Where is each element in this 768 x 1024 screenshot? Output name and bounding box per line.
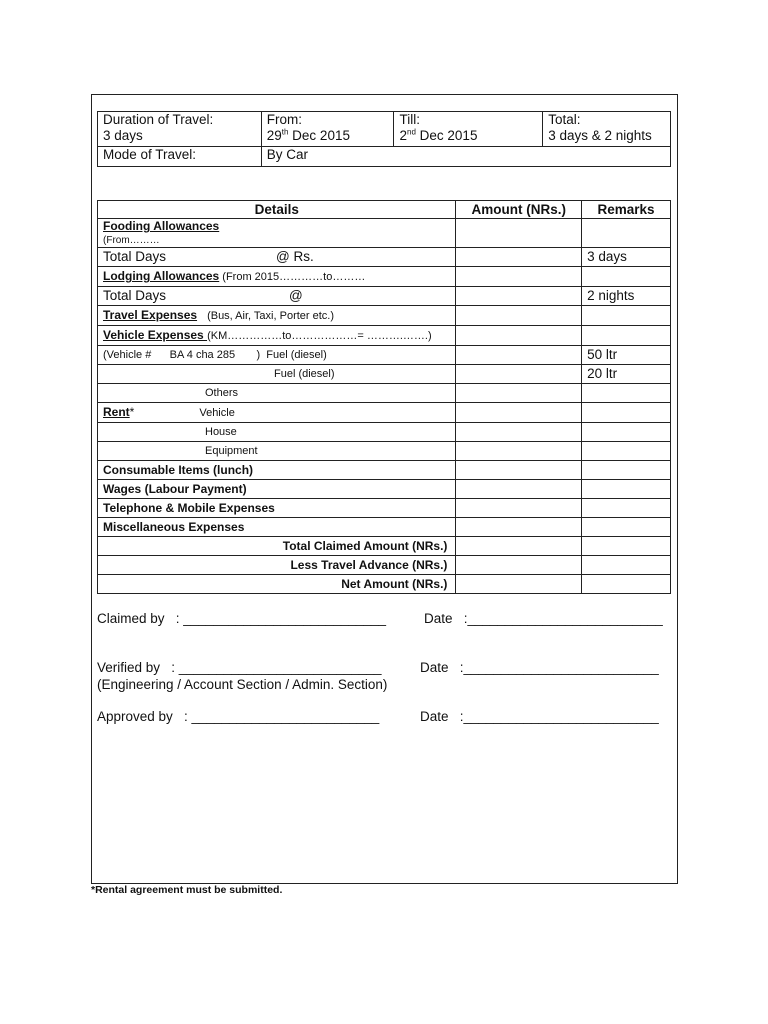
- rent-label: Rent: [103, 405, 130, 419]
- approved-by-field[interactable]: Approved by : _________________________: [97, 709, 380, 724]
- total-days-row-2: [98, 287, 456, 306]
- col-remarks: Remarks: [582, 201, 671, 219]
- amount-cell[interactable]: [456, 365, 582, 384]
- mode-label: Mode of Travel:: [98, 147, 262, 167]
- total-value: 3 days & 2 nights: [548, 128, 652, 143]
- expense-table: [97, 200, 671, 594]
- remarks-cell[interactable]: [582, 326, 671, 346]
- total-label: Total:: [548, 112, 581, 127]
- till-cell: [394, 112, 543, 147]
- from-label: From:: [266, 112, 302, 127]
- rate-label: @: [289, 288, 303, 303]
- travel-expenses-note: (Bus, Air, Taxi, Porter etc.): [207, 310, 335, 322]
- amount-cell[interactable]: [456, 267, 582, 287]
- remarks-cell[interactable]: [582, 403, 671, 423]
- net-amount-value[interactable]: [456, 575, 582, 594]
- amount-cell[interactable]: [456, 384, 582, 403]
- amount-cell[interactable]: [456, 423, 582, 442]
- col-details: Details: [98, 201, 456, 219]
- verified-date-field[interactable]: Date :__________________________: [420, 660, 659, 675]
- travel-expenses-label: Travel Expenses: [103, 308, 198, 322]
- fooding-row: [98, 219, 456, 248]
- amount-cell[interactable]: [456, 499, 582, 518]
- fooding-from: (From………: [103, 235, 160, 246]
- travel-info-table: [97, 111, 671, 167]
- fooding-label: Fooding Allowances: [103, 219, 220, 233]
- from-rest: Dec 2015: [288, 128, 350, 143]
- from-cell: [261, 112, 394, 147]
- remarks-cell[interactable]: [582, 423, 671, 442]
- till-label: Till:: [399, 112, 420, 127]
- remarks-cell[interactable]: [582, 537, 671, 556]
- duration-label: Duration of Travel:: [103, 112, 214, 127]
- verified-section-note: (Engineering / Account Section / Admin. Section): [97, 677, 388, 692]
- amount-cell[interactable]: [456, 346, 582, 365]
- fuel-diesel-2: Fuel (diesel): [98, 365, 456, 384]
- vehicle-number: (Vehicle # BA 4 cha 285 ) Fuel (diesel): [98, 346, 456, 365]
- total-days-label: Total Days: [103, 249, 167, 264]
- total-days-label: Total Days: [103, 288, 167, 303]
- consumable-items: Consumable Items (lunch): [98, 461, 456, 480]
- remarks-cell[interactable]: [582, 442, 671, 461]
- rent-star: *: [129, 405, 135, 419]
- lodging-label: Lodging Allowances: [103, 269, 220, 283]
- claimed-by-field[interactable]: Claimed by : ___________________________: [97, 611, 386, 626]
- miscellaneous-expenses: Miscellaneous Expenses: [98, 518, 456, 537]
- duration-cell: [98, 112, 262, 147]
- remarks-cell[interactable]: [582, 219, 671, 248]
- amount-cell[interactable]: [456, 480, 582, 499]
- lodging-row: [98, 267, 456, 287]
- amount-cell[interactable]: [456, 461, 582, 480]
- telephone-expenses: Telephone & Mobile Expenses: [98, 499, 456, 518]
- remarks-cell[interactable]: [582, 480, 671, 499]
- vehicle-expenses-row: [98, 326, 456, 346]
- rent-equipment: Equipment: [98, 442, 456, 461]
- less-advance-amount[interactable]: [456, 556, 582, 575]
- total-claimed-amount[interactable]: [456, 537, 582, 556]
- lodging-from: (From 2015…………to………: [219, 271, 366, 283]
- travel-expenses-row: [98, 306, 456, 326]
- from-day: 29: [266, 128, 282, 143]
- col-amount: Amount (NRs.): [456, 201, 582, 219]
- rent-vehicle: Vehicle: [199, 407, 235, 419]
- remarks-50-ltr[interactable]: 50 ltr: [582, 346, 671, 365]
- rate-label: @ Rs.: [276, 249, 314, 264]
- remarks-cell[interactable]: [582, 461, 671, 480]
- amount-cell[interactable]: [456, 518, 582, 537]
- amount-cell[interactable]: [456, 403, 582, 423]
- remarks-cell[interactable]: [582, 306, 671, 326]
- till-rest: Dec 2015: [415, 128, 478, 143]
- wages: Wages (Labour Payment): [98, 480, 456, 499]
- mode-value[interactable]: By Car: [261, 147, 670, 167]
- amount-cell[interactable]: [456, 326, 582, 346]
- duration-value: 3 days: [103, 128, 143, 143]
- vehicle-expenses-label: Vehicle Expenses: [103, 328, 208, 342]
- amount-cell[interactable]: [456, 287, 582, 306]
- amount-cell[interactable]: [456, 442, 582, 461]
- net-amount-label: Net Amount (NRs.): [98, 575, 456, 594]
- total-days-row-1: [98, 248, 456, 267]
- remarks-cell[interactable]: [582, 267, 671, 287]
- remarks-cell[interactable]: [582, 556, 671, 575]
- till-sup: nd: [407, 127, 416, 137]
- approved-date-field[interactable]: Date :__________________________: [420, 709, 659, 724]
- less-advance-label: Less Travel Advance (NRs.): [98, 556, 456, 575]
- rent-house: House: [98, 423, 456, 442]
- till-day: 2: [399, 128, 407, 143]
- remarks-cell[interactable]: [582, 575, 671, 594]
- remarks-20-ltr[interactable]: 20 ltr: [582, 365, 671, 384]
- amount-cell[interactable]: [456, 248, 582, 267]
- rental-footnote: *Rental agreement must be submitted.: [91, 884, 283, 896]
- remarks-cell[interactable]: [582, 518, 671, 537]
- from-sup: th: [281, 127, 289, 137]
- total-claimed-label: Total Claimed Amount (NRs.): [98, 537, 456, 556]
- remarks-2-nights[interactable]: 2 nights: [582, 287, 671, 306]
- verified-by-field[interactable]: Verified by : ___________________________: [97, 660, 382, 675]
- remarks-3-days[interactable]: 3 days: [582, 248, 671, 267]
- amount-cell[interactable]: [456, 306, 582, 326]
- rent-vehicle-row: [98, 403, 456, 423]
- total-cell: [543, 112, 671, 147]
- remarks-cell[interactable]: [582, 384, 671, 403]
- others-label: Others: [98, 384, 456, 403]
- amount-cell[interactable]: [456, 219, 582, 248]
- remarks-cell[interactable]: [582, 499, 671, 518]
- vehicle-expenses-note: (KM……………to………………= ……….…….): [207, 330, 432, 342]
- claimed-date-field[interactable]: Date :__________________________: [424, 611, 663, 626]
